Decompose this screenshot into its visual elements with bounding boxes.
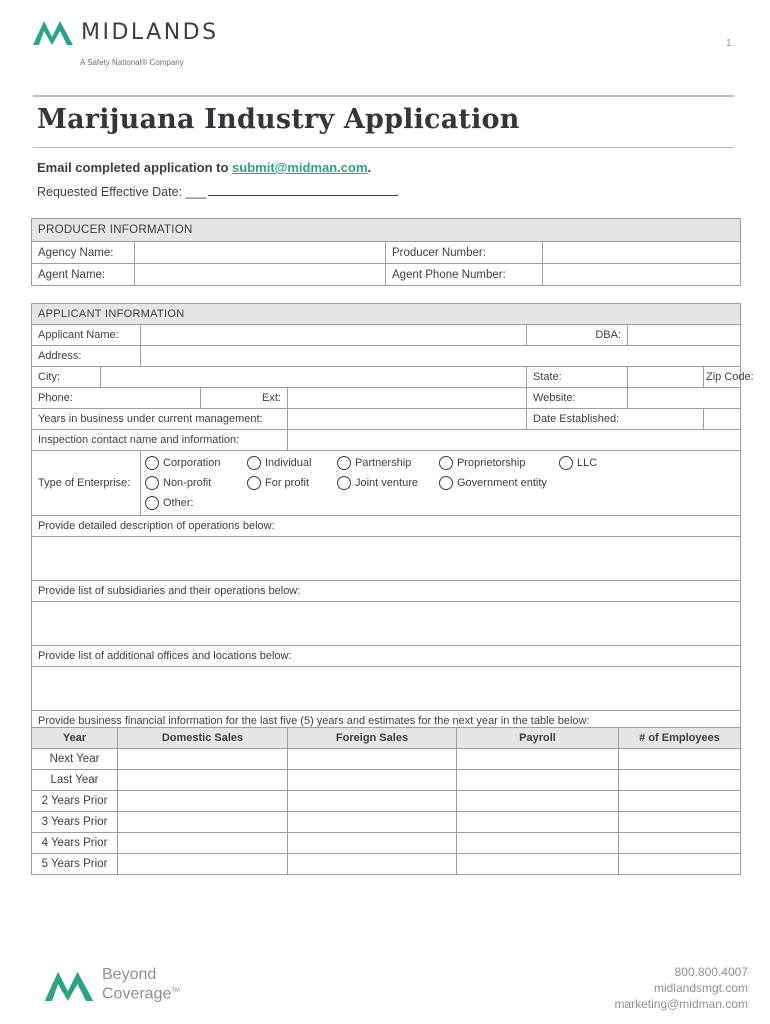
financial-header-year: Year [32,728,118,749]
financial-intro-label: Provide business financial information for the last five (5) years and estimates for the next year in the table below: [32,711,741,732]
radio-circle-icon [337,456,351,470]
radio-circle-icon [439,476,453,490]
domestic-sales-cell[interactable] [118,749,288,770]
ext-label: Ext: [201,388,288,409]
page-title: Marijuana Industry Application [37,104,520,135]
subsidiaries-label: Provide list of subsidiaries and their operations below: [32,581,741,602]
years-in-business-label: Years in business under current management: [32,409,288,430]
radio-circle-icon [247,456,261,470]
table-row [32,854,741,875]
date-established-field[interactable] [704,409,741,430]
phone-label: Phone: [32,388,201,409]
radio-proprietorship-label: Proprietorship [457,457,526,469]
financial-year-label: 4 Years Prior [32,833,118,854]
financial-header-employees: # of Employees [619,728,741,749]
financial-year-label: 2 Years Prior [32,791,118,812]
financial-header-payroll: Payroll [457,728,619,749]
website-field[interactable] [628,388,741,409]
state-label: State: [527,367,628,388]
foreign-sales-cell[interactable] [288,812,457,833]
financial-header-domestic-sales: Domestic Sales [118,728,288,749]
foreign-sales-cell[interactable] [288,749,457,770]
city-field[interactable] [101,367,527,388]
radio-circle-icon [439,456,453,470]
applicant-name-label: Applicant Name: [32,325,141,346]
midlands-logo [33,17,219,45]
financial-year-label: 3 Years Prior [32,812,118,833]
radio-individual-label: Individual [265,457,312,469]
radio-circle-icon [559,456,573,470]
foreign-sales-cell[interactable] [288,770,457,791]
title-divider [33,147,734,148]
address-field[interactable] [141,346,741,367]
agent-name-label: Agent Name: [32,264,135,286]
email-instruction [37,160,371,175]
employees-cell[interactable] [619,791,741,812]
employees-cell[interactable] [619,854,741,875]
payroll-cell[interactable] [457,854,619,875]
tagline: A Safety National® Company [80,58,184,67]
slogan-line-1: Beyond [102,966,157,983]
radio-circle-icon [145,476,159,490]
contact-phone[interactable]: 800.800.4007 [674,965,748,979]
radio-partnership-label: Partnership [355,457,412,469]
financial-header-foreign-sales: Foreign Sales [288,728,457,749]
employees-cell[interactable] [619,749,741,770]
table-row [32,791,741,812]
agency-name-label: Agency Name: [32,242,135,264]
dba-label: DBA: [527,325,628,346]
page-number: 1 [726,38,732,49]
slogan-line-2 [102,983,180,1002]
domestic-sales-cell[interactable] [118,770,288,791]
producer-number-field[interactable] [543,242,741,264]
city-label: City: [32,367,101,388]
financial-year-label: 5 Years Prior [32,854,118,875]
domestic-sales-cell[interactable] [118,833,288,854]
offices-label: Provide list of additional offices and locations below: [32,646,741,667]
radio-corporation-label: Corporation [163,457,221,469]
foreign-sales-cell[interactable] [288,791,457,812]
financial-table [31,727,741,875]
website-label: Website: [527,388,628,409]
table-row [32,833,741,854]
contact-email[interactable]: marketing@midman.com [614,997,748,1011]
inspection-contact-label: Inspection contact name and information: [32,430,288,451]
radio-government-entity[interactable] [439,476,547,490]
top-divider [33,95,734,97]
employees-cell[interactable] [619,812,741,833]
producer-number-label: Producer Number: [386,242,543,264]
radio-other-label: Other: [163,497,194,509]
effective-date-label: Requested Effective Date: ___ [37,185,207,199]
effective-date-field[interactable] [208,185,398,196]
contact-website[interactable]: midlandsmgt.com [653,981,748,995]
domestic-sales-cell[interactable] [118,791,288,812]
payroll-cell[interactable] [457,749,619,770]
agent-phone-field[interactable] [543,264,741,286]
ext-field[interactable] [288,388,527,409]
payroll-cell[interactable] [457,770,619,791]
beyond-coverage-logo [44,966,180,1002]
radio-circle-icon [247,476,261,490]
foreign-sales-cell[interactable] [288,833,457,854]
employees-cell[interactable] [619,770,741,791]
inspection-contact-field[interactable] [288,430,741,451]
domestic-sales-cell[interactable] [118,812,288,833]
applicant-name-field[interactable] [141,325,527,346]
trademark: TM [171,988,181,994]
employees-cell[interactable] [619,833,741,854]
table-row [32,812,741,833]
payroll-cell[interactable] [457,812,619,833]
email-prefix: Email completed application to [37,160,233,175]
radio-government-entity-label: Government entity [457,477,547,489]
subsidiaries-field[interactable] [32,602,741,646]
effective-date-line [37,185,398,199]
radio-corporation[interactable] [145,456,247,470]
address-label: Address: [32,346,141,367]
agent-name-field[interactable] [135,264,386,286]
offices-field[interactable] [32,667,741,711]
radio-joint-venture[interactable] [337,476,439,490]
payroll-cell[interactable] [457,791,619,812]
applicant-information-table [31,303,754,732]
radio-llc[interactable] [559,456,597,470]
email-suffix: . [367,160,372,175]
financial-year-label: Next Year [32,749,118,770]
applicant-heading: APPLICANT INFORMATION [32,304,741,325]
producer-heading: PRODUCER INFORMATION [32,219,741,242]
table-row [32,770,741,791]
payroll-cell[interactable] [457,833,619,854]
email-link[interactable]: submit@midman.com [232,160,368,175]
state-field[interactable] [628,367,704,388]
radio-other[interactable] [145,496,194,510]
radio-joint-venture-label: Joint venture [355,477,418,489]
radio-non-profit-label: Non-profit [163,477,212,489]
radio-partnership[interactable] [337,456,439,470]
slogan [102,966,180,1002]
zip-label: Zip Code: [704,367,741,388]
operations-description-label: Provide detailed description of operations below: [32,516,741,537]
brand-name: MIDLANDS [81,19,219,45]
financial-year-label: Last Year [32,770,118,791]
radio-llc-label: LLC [577,457,598,469]
operations-description-field[interactable] [32,537,741,581]
table-row [32,749,741,770]
producer-information-table [31,218,741,286]
agent-phone-label: Agent Phone Number: [386,264,543,286]
radio-for-profit-label: For profit [265,477,310,489]
years-in-business-field[interactable] [288,409,527,430]
domestic-sales-cell[interactable] [118,854,288,875]
radio-circle-icon [145,456,159,470]
foreign-sales-cell[interactable] [288,854,457,875]
radio-proprietorship[interactable] [439,456,559,470]
midlands-mountain-icon [33,17,73,45]
radio-circle-icon [145,496,159,510]
midlands-mountain-icon [44,967,94,1001]
radio-non-profit[interactable] [145,476,247,490]
date-established-label: Date Established: [527,409,704,430]
radio-for-profit[interactable] [247,476,337,490]
radio-circle-icon [337,476,351,490]
contact-info [614,964,748,1012]
agency-name-field[interactable] [135,242,386,264]
enterprise-options [141,451,741,516]
dba-field[interactable] [628,325,741,346]
slogan-coverage: Coverage [102,985,172,1003]
radio-individual[interactable] [247,456,337,470]
type-of-enterprise-label: Type of Enterprise: [32,451,141,516]
